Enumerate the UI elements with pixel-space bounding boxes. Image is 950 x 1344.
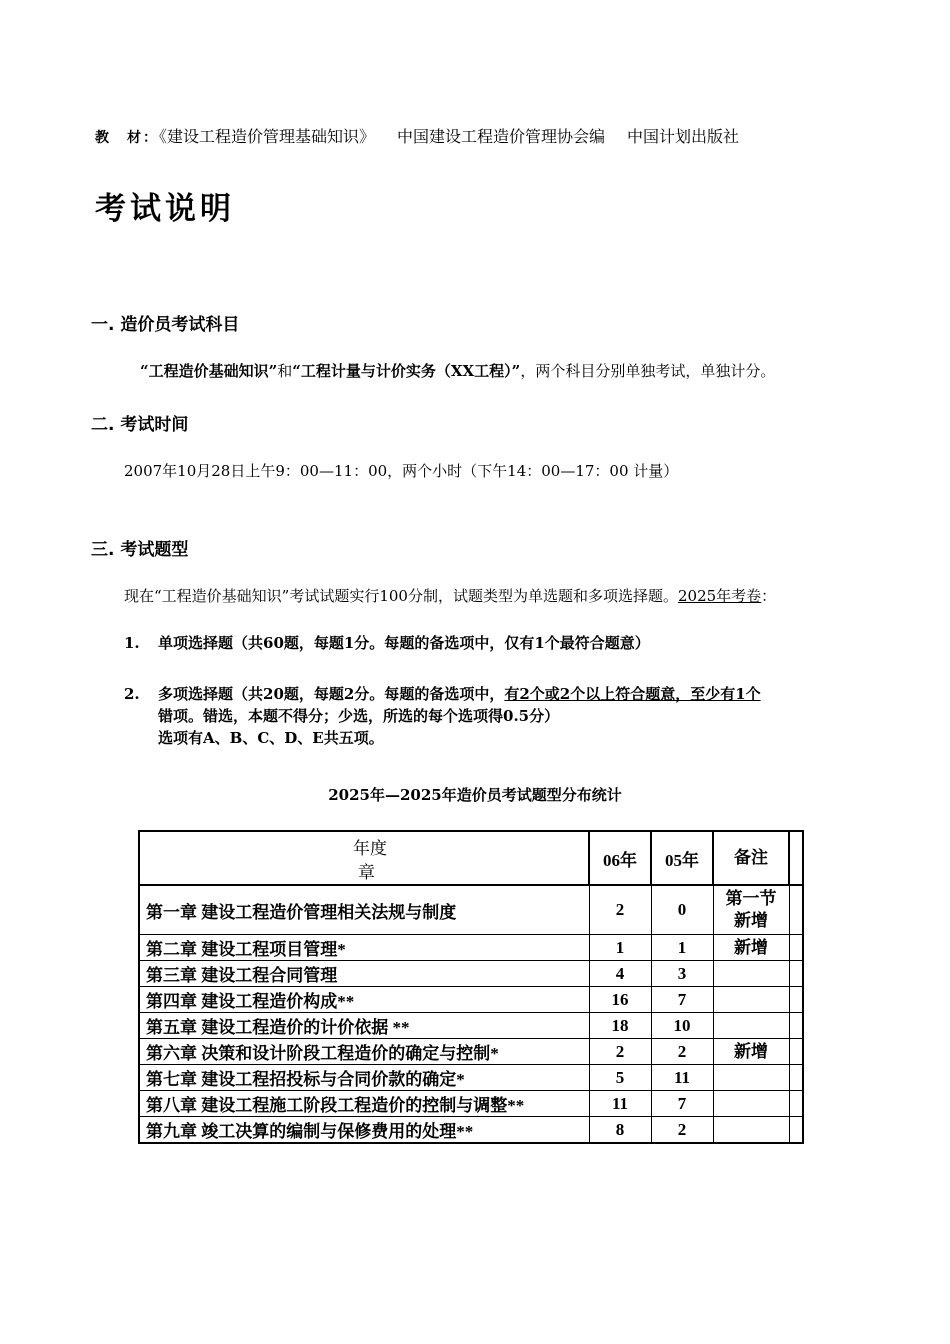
item-2-line3: 选项有A、B、C、D、E共五项。 bbox=[158, 729, 384, 747]
page-title: 考试说明 bbox=[95, 191, 235, 227]
table-row bbox=[139, 1091, 803, 1117]
extra-cell bbox=[789, 987, 803, 1013]
table-row bbox=[139, 1039, 803, 1065]
textbook-book: 《建设工程造价管理基础知识》 bbox=[159, 127, 376, 146]
header-05: 05年 bbox=[651, 831, 713, 885]
table-row bbox=[139, 987, 803, 1013]
item-2-text bbox=[158, 683, 761, 749]
item-2-line2: 错项。错选，本题不得分；少选，所选的每个选项得0.5分） bbox=[158, 707, 560, 725]
note-cell bbox=[713, 1065, 789, 1091]
chapter-cell: 第二章 建设工程项目管理* bbox=[139, 935, 589, 961]
header-year-label: 年度 bbox=[353, 839, 387, 858]
count-05: 3 bbox=[651, 961, 713, 987]
count-06: 8 bbox=[589, 1117, 651, 1144]
chapter-cell: 第九章 竣工决算的编制与保修费用的处理** bbox=[139, 1117, 589, 1144]
table-row bbox=[139, 961, 803, 987]
count-06: 2 bbox=[589, 1039, 651, 1065]
textbook-editor: 中国建设工程造价管理协会编 bbox=[397, 127, 606, 146]
extra-cell bbox=[789, 1013, 803, 1039]
count-05: 1 bbox=[651, 935, 713, 961]
count-05: 7 bbox=[651, 987, 713, 1013]
table-row bbox=[139, 1065, 803, 1091]
item-1-number: 1. bbox=[124, 634, 140, 652]
chapter-cell: 第三章 建设工程合同管理 bbox=[139, 961, 589, 987]
chapter-cell: 第七章 建设工程招投标与合同价款的确定* bbox=[139, 1065, 589, 1091]
exam-time-text: 2007年10月28日上午9：00—11：00，两个小时（下午14：00—17：00 计量） bbox=[124, 462, 679, 480]
textbook-line bbox=[95, 124, 739, 147]
item-2-line1-a: 多项选择题（共20题，每题2分。每题的备选项中， bbox=[158, 685, 505, 703]
subject-1: “工程造价基础知识” bbox=[140, 362, 278, 380]
note-cell: 新增 bbox=[713, 1039, 789, 1065]
count-05: 2 bbox=[651, 1039, 713, 1065]
note-cell bbox=[713, 885, 789, 935]
textbook-label: 教 材： bbox=[95, 130, 159, 146]
count-05: 2 bbox=[651, 1117, 713, 1144]
count-06: 16 bbox=[589, 987, 651, 1013]
header-06: 06年 bbox=[589, 831, 651, 885]
note-cell bbox=[713, 1091, 789, 1117]
section-3-intro bbox=[124, 585, 776, 606]
table-row bbox=[139, 1117, 803, 1144]
chapter-cell: 第一章 建设工程造价管理相关法规与制度 bbox=[139, 885, 589, 935]
count-05: 10 bbox=[651, 1013, 713, 1039]
note-line-2: 新增 bbox=[734, 911, 768, 930]
extra-cell bbox=[789, 935, 803, 961]
chapter-cell: 第六章 决策和设计阶段工程造价的确定与控制* bbox=[139, 1039, 589, 1065]
intro-end: ： bbox=[761, 587, 777, 605]
count-06: 18 bbox=[589, 1013, 651, 1039]
count-06: 11 bbox=[589, 1091, 651, 1117]
count-05: 0 bbox=[651, 885, 713, 935]
table-row bbox=[139, 885, 803, 935]
count-05: 7 bbox=[651, 1091, 713, 1117]
note-cell: 新增 bbox=[713, 935, 789, 961]
note-cell bbox=[713, 987, 789, 1013]
extra-cell bbox=[789, 961, 803, 987]
chapter-cell: 第五章 建设工程造价的计价依据 ** bbox=[139, 1013, 589, 1039]
note-cell bbox=[713, 1117, 789, 1144]
count-06: 2 bbox=[589, 885, 651, 935]
subject-rest: ，两个科目分别单独考试，单独计分。 bbox=[520, 362, 776, 380]
section-1-text bbox=[140, 360, 775, 381]
distribution-table bbox=[138, 830, 804, 1144]
item-2-line1-b: 有2个或2个以上符合题意，至少有1个 bbox=[504, 685, 761, 703]
note-line-1: 第一节 bbox=[725, 889, 777, 908]
extra-cell bbox=[789, 1065, 803, 1091]
section-3-heading: 三. 考试题型 bbox=[91, 540, 189, 560]
item-2-number: 2. bbox=[124, 685, 140, 703]
exam-paper-link[interactable]: 2025年考卷 bbox=[677, 587, 762, 605]
section-1-heading: 一. 造价员考试科目 bbox=[91, 315, 240, 335]
header-extra-cell bbox=[789, 831, 803, 885]
section-2-heading: 二. 考试时间 bbox=[91, 415, 189, 435]
extra-cell bbox=[789, 885, 803, 935]
header-chapter-label: 章 bbox=[358, 863, 375, 882]
chapter-cell: 第四章 建设工程造价构成** bbox=[139, 987, 589, 1013]
extra-cell bbox=[789, 1117, 803, 1144]
table-title: 2025年—2025年造价员考试题型分布统计 bbox=[328, 786, 622, 804]
table-row bbox=[139, 935, 803, 961]
textbook-publisher: 中国计划出版社 bbox=[627, 127, 740, 146]
count-06: 1 bbox=[589, 935, 651, 961]
item-1-text: 单项选择题（共60题，每题1分。每题的备选项中，仅有1个最符合题意） bbox=[158, 634, 650, 652]
header-note: 备注 bbox=[713, 831, 789, 885]
extra-cell bbox=[789, 1091, 803, 1117]
subject-2: “工程计量与计价实务（XX工程）” bbox=[292, 362, 521, 380]
intro-text: 现在“工程造价基础知识”考试试题实行100分制，试题类型为单选题和多项选择题。 bbox=[124, 587, 678, 605]
header-chapter-cell bbox=[139, 831, 589, 885]
table-row bbox=[139, 1013, 803, 1039]
count-06: 5 bbox=[589, 1065, 651, 1091]
note-cell bbox=[713, 961, 789, 987]
subject-and: 和 bbox=[277, 362, 293, 380]
count-06: 4 bbox=[589, 961, 651, 987]
note-cell bbox=[713, 1013, 789, 1039]
table-header-row bbox=[139, 831, 803, 885]
count-05: 11 bbox=[651, 1065, 713, 1091]
chapter-cell: 第八章 建设工程施工阶段工程造价的控制与调整** bbox=[139, 1091, 589, 1117]
extra-cell bbox=[789, 1039, 803, 1065]
